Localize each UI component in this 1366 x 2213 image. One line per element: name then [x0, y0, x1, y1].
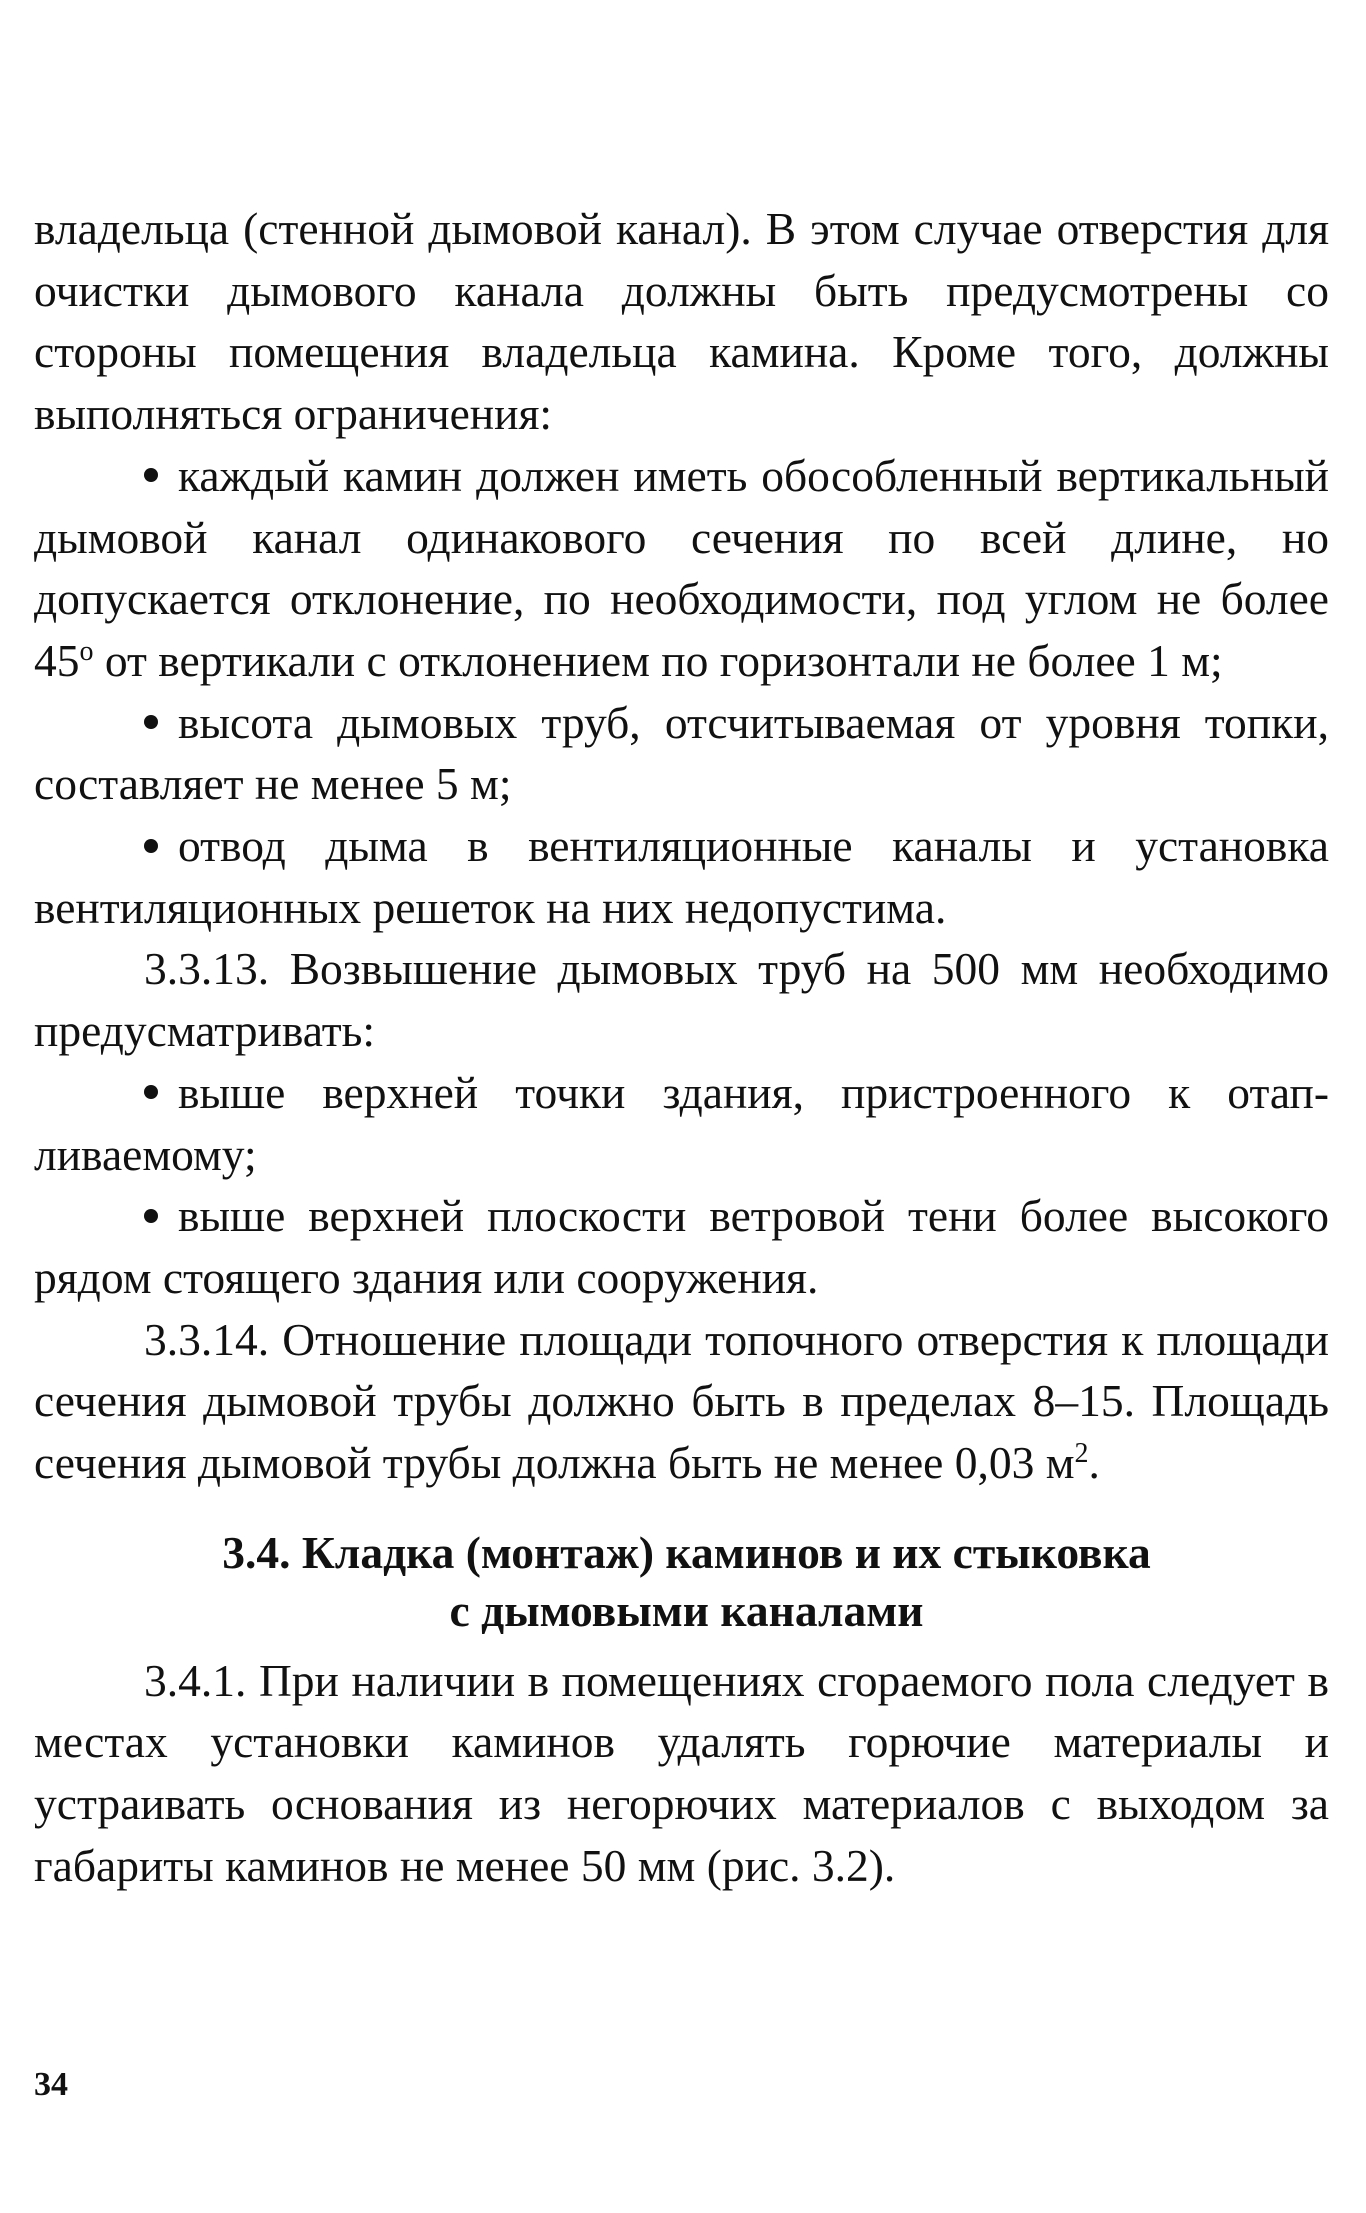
- bullet-item-3: [34, 815, 1329, 938]
- paragraph-intro: владельца (стенной дымовой канал). В этом случае отверстия для очистки дымового канала должны быть предусмотрены со стороны помещения владельца камина. Кроме того, должны выполняться ограничения:: [34, 203, 1329, 440]
- bullet-text: высота дымовых труб, отсчитываемая от уровня топки, составляет не менее 5 м;: [34, 696, 1329, 810]
- bullet-text: отвод дыма в вентиляционные каналы и установка вентиляционных решеток на них недопустима.: [34, 820, 1329, 933]
- bullet-item-2: [34, 692, 1329, 815]
- bullet-item-4: [34, 1062, 1329, 1185]
- bullet-text-cont: от вертикали с отклонением по горизонтали не более 1 м;: [93, 634, 1223, 686]
- bullet-text: выше верхней плоскости ветровой тени более высокого рядом стоящего здания или сооружения.: [34, 1190, 1329, 1303]
- bullet-icon: [144, 1085, 158, 1099]
- bullet-icon: [144, 715, 158, 729]
- section-heading: [34, 1524, 1329, 1640]
- bullet-icon: [144, 468, 158, 482]
- page-number: 34: [34, 2066, 68, 2103]
- section-heading-line-1: 3.4. Кладка (монтаж) каминов и их стыковка: [222, 1526, 1151, 1578]
- bullet-text: каждый камин должен иметь обособленный вертикальный дымовой канал одинакового сечения по всей длине, но допускается отклонение, по необходимости, под углом не более 45: [34, 449, 1329, 686]
- paragraph-3-4-1: 3.4.1. При наличии в помещениях сгораемого пола следует в местах установки каминов удалять горючие материалы и устраивать основания из негорючих материалов с выходом за габариты каминов не менее 50 мм (рис. 3.2).: [34, 1654, 1329, 1891]
- bullet-text: выше верхней точки здания, пристроенного к отапливаемому;: [34, 1066, 1329, 1180]
- paragraph-3-3-14: [34, 1309, 1329, 1494]
- page-body: [34, 198, 1329, 1897]
- bullet-item-5: [34, 1185, 1329, 1308]
- bullet-icon: [144, 1209, 158, 1223]
- square-superscript: 2: [1074, 1437, 1089, 1469]
- paragraph-text: 3.3.14. Отношение площади топочного отверстия к площади сечения дымовой трубы должно быть в пределах 8–15. Площадь сечения дымовой трубы должна быть не менее 0,03 м: [34, 1313, 1329, 1489]
- degree-superscript: o: [79, 635, 94, 667]
- paragraph-end: .: [1088, 1437, 1100, 1489]
- section-heading-line-2: с дымовыми каналами: [449, 1584, 924, 1636]
- paragraph-3-3-13: 3.3.13. Возвышение дымовых труб на 500 мм необходимо предусматривать:: [34, 943, 1329, 1057]
- bullet-icon: [144, 839, 158, 853]
- bullet-item-1: [34, 445, 1329, 692]
